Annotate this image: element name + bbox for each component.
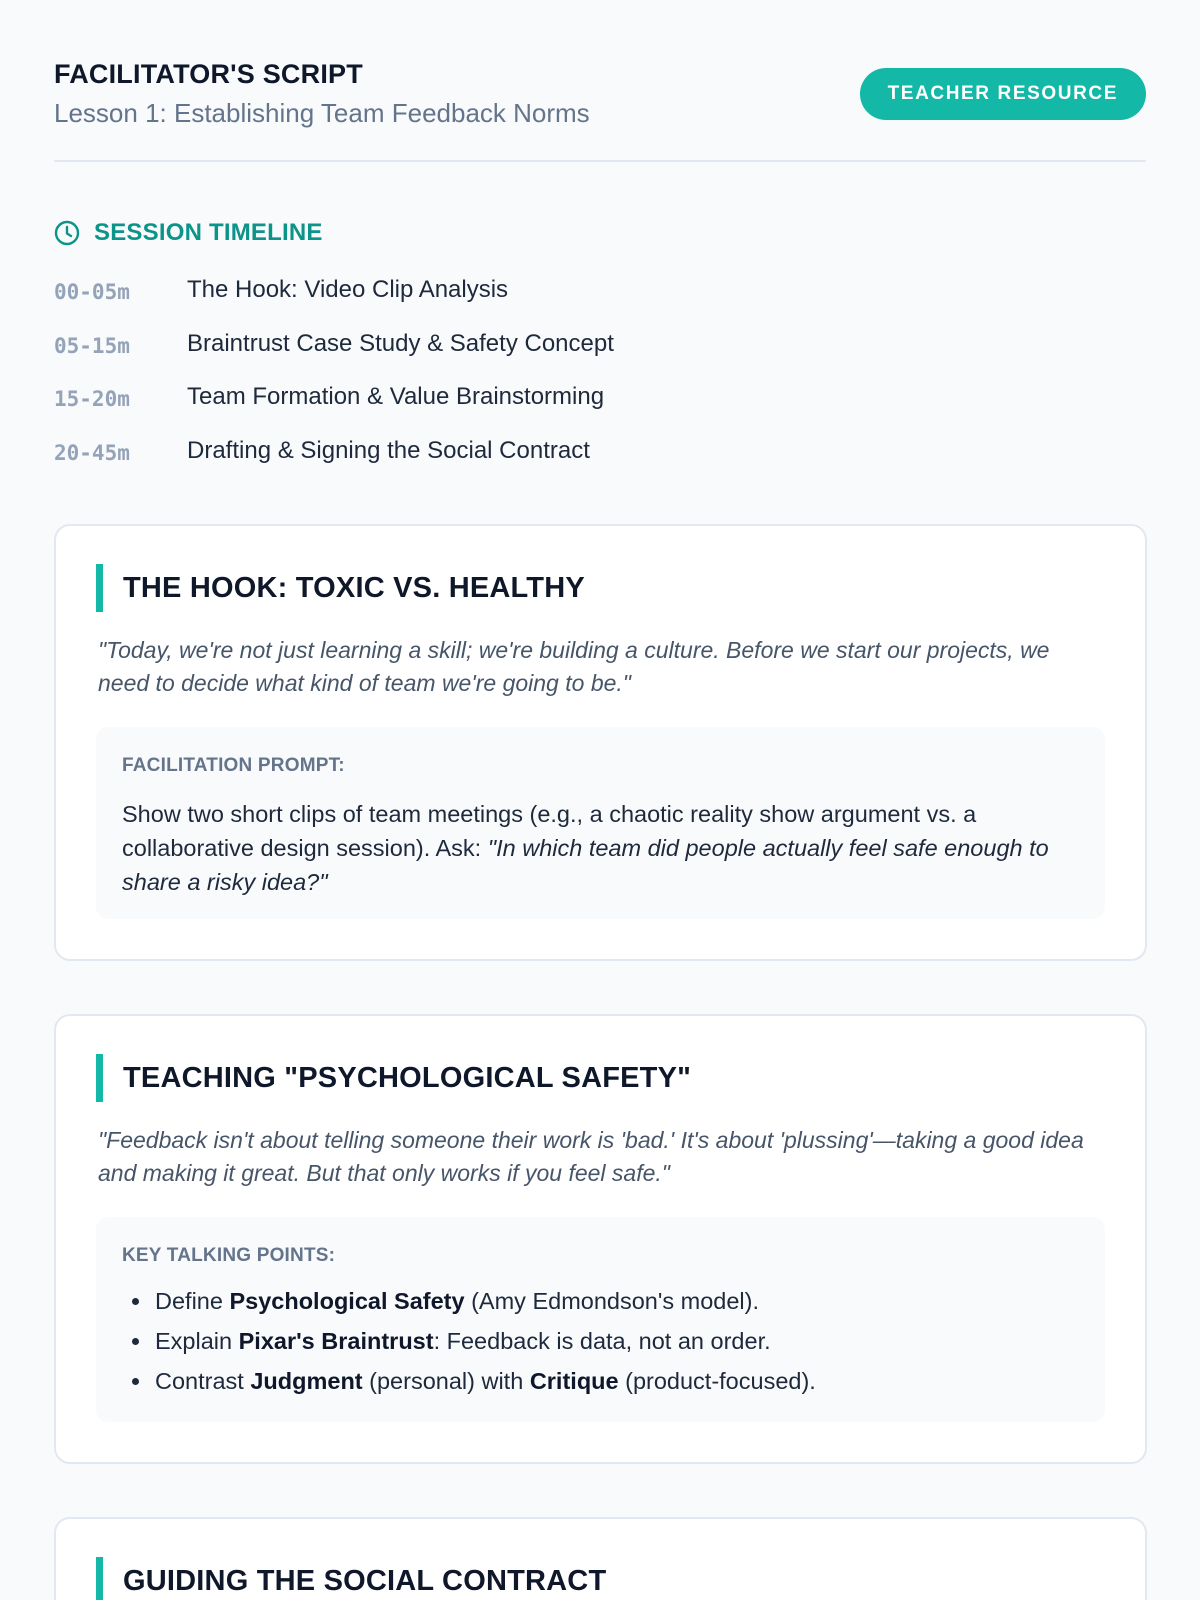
accent-bar [96, 564, 103, 612]
prompt-text: Show two short clips of team meetings (e.g., a chaotic reality show argument vs. a collaborative design session). Ask: [122, 801, 977, 861]
page-header [54, 0, 1146, 162]
card-heading [96, 564, 585, 612]
hook-card [54, 524, 1147, 961]
script-quote: "Feedback isn't about telling someone their work is 'bad.' It's about 'plussing'—taking a good idea and making it great. But that only works if you feel safe." [98, 1127, 1084, 1186]
safety-card [54, 1014, 1147, 1464]
list-item: Contrast Judgment (personal) with Critique (product-focused). [122, 1361, 1079, 1401]
clock-icon [54, 220, 80, 246]
card-title: THE HOOK: TOXIC VS. HEALTHY [123, 571, 585, 604]
talking-points-list [122, 1281, 1079, 1401]
timeline-activity: The Hook: Video Clip Analysis [187, 276, 509, 303]
timeline-item [54, 437, 614, 491]
contract-card [54, 1517, 1147, 1600]
timeline-item [54, 276, 614, 330]
timeline-list [54, 276, 614, 490]
card-title: TEACHING "PSYCHOLOGICAL SAFETY" [123, 1061, 692, 1094]
timeline-time: 05-15m [54, 333, 130, 358]
timeline-activity: Team Formation & Value Brainstorming [187, 383, 605, 410]
timeline-label: SESSION TIMELINE [94, 219, 323, 246]
accent-bar [96, 1557, 103, 1600]
page-title: FACILITATOR'S SCRIPT [54, 59, 363, 89]
card-heading [96, 1557, 606, 1600]
timeline-item [54, 330, 614, 384]
list-item: Define Psychological Safety (Amy Edmondson's model). [122, 1281, 1079, 1321]
accent-bar [96, 1054, 103, 1102]
script-quote: "Today, we're not just learning a skill; we're building a culture. Before we start our projects, we need to decide what kind of team we're going to be." [98, 637, 1050, 696]
timeline-heading [54, 219, 323, 247]
box-label: KEY TALKING POINTS: [122, 1245, 336, 1266]
list-item: Explain Pixar's Braintrust: Feedback is data, not an order. [122, 1321, 1079, 1361]
card-heading [96, 1054, 691, 1102]
page-subtitle: Lesson 1: Establishing Team Feedback Norms [54, 98, 590, 128]
box-label: FACILITATION PROMPT: [122, 755, 345, 776]
timeline-time: 20-45m [54, 440, 130, 465]
card-title: GUIDING THE SOCIAL CONTRACT [123, 1564, 607, 1597]
talking-points-box [96, 1217, 1105, 1422]
prompt-body [122, 797, 1079, 899]
prompt-question: "In which team did people actually feel safe enough to share a risky idea?" [122, 835, 1049, 895]
facilitation-prompt-box [96, 727, 1105, 919]
timeline-time: 15-20m [54, 387, 130, 411]
timeline-activity: Drafting & Signing the Social Contract [187, 436, 590, 464]
resource-badge: TEACHER RESOURCE [860, 68, 1146, 120]
timeline-item [54, 383, 614, 437]
timeline-activity: Braintrust Case Study & Safety Concept [187, 329, 614, 357]
timeline-time: 00-05m [54, 280, 130, 304]
